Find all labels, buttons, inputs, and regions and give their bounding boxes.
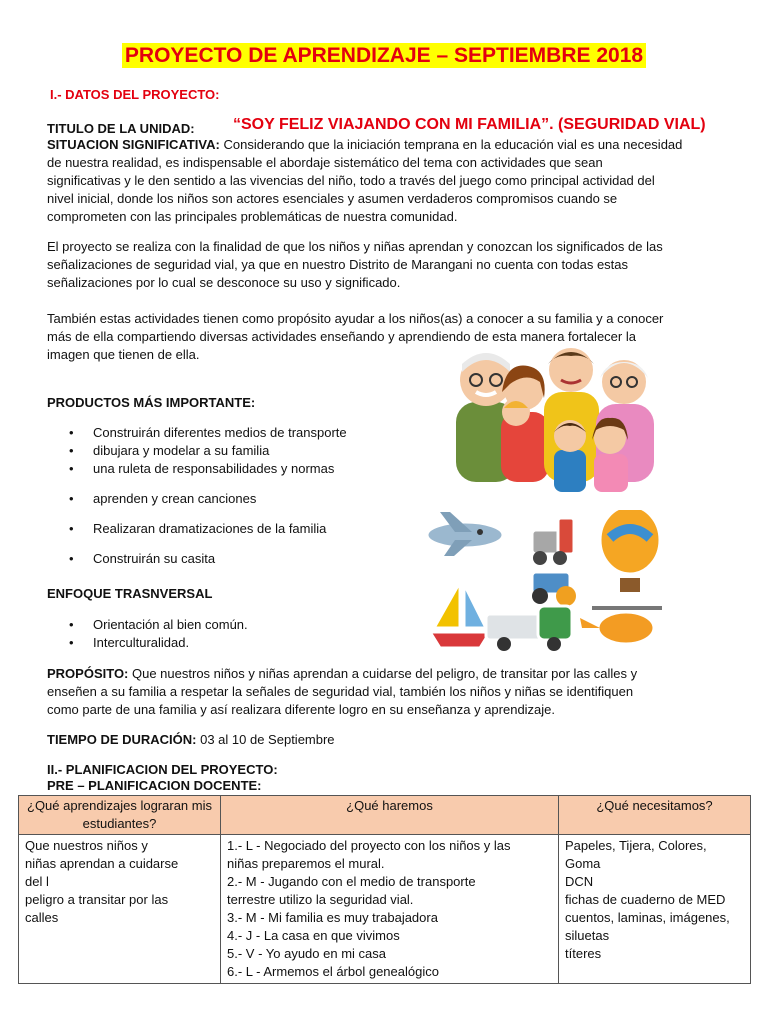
productos-heading: PRODUCTOS MÁS IMPORTANTE:	[47, 395, 256, 410]
paragraph-line: También estas actividades tienen como propósito ayudar a los niños(as) a conocer a su familia y a conocer	[47, 311, 664, 326]
title-text: PROYECTO DE APRENDIZAJE – SEPTIEMBRE 2018	[122, 43, 646, 68]
item-text: Realizaran dramatizaciones de la familia	[93, 521, 327, 536]
item-text: Construirán su casita	[93, 551, 216, 566]
cell-line: peligro a transitar por las	[25, 892, 169, 907]
proposito-first-line: Que nuestros niños y niñas aprendan a cuidarse del peligro, de transitar por las calles y	[128, 666, 638, 681]
list-item	[47, 550, 433, 568]
helicopter-icon	[580, 606, 662, 644]
enfoque-heading: ENFOQUE TRASNVERSAL	[47, 586, 213, 601]
cell-line: 3.- M - Mi familia es muy trabajadora	[227, 910, 438, 925]
list-item	[47, 442, 433, 460]
cell-line: 1.- L - Negociado del proyecto con los niños y las	[227, 838, 511, 853]
list-item	[47, 520, 433, 538]
header-aprendizajes: ¿Qué aprendizajes lograran mis estudiantes?	[19, 796, 221, 835]
bullet-icon: •	[69, 443, 74, 458]
item-text: Orientación al bien común.	[93, 617, 248, 632]
cell-line: DCN	[565, 874, 594, 889]
baby-figure	[502, 398, 530, 426]
cell-line: 4.- J - La casa en que vivimos	[227, 928, 400, 943]
paragraph-line: señalizaciones de seguridad vial, ya que en nuestro Distrito de Marangani no cuenta con todas estas	[47, 257, 629, 272]
header-que-necesitamos: ¿Qué necesitamos?	[559, 796, 751, 835]
list-item	[47, 460, 433, 478]
proposito-paragraph	[47, 665, 757, 719]
proposito-label: PROPÓSITO:	[47, 666, 129, 681]
table-header-row	[19, 796, 751, 835]
hot-air-balloon-icon	[600, 510, 660, 592]
proposito-line: como parte de una familia y así realizara diferente logro en su enseñanza y aprendizaje.	[47, 702, 556, 717]
family-illustration	[436, 342, 676, 492]
section-2-heading: II.- PLANIFICACION DEL PROYECTO:	[47, 762, 278, 777]
situacion-first-line: Considerando que la iniciación temprana en la educación vial es una necesidad	[219, 137, 683, 152]
sailboat-icon	[430, 582, 490, 648]
list-item	[47, 490, 433, 508]
truck-icon	[486, 606, 572, 651]
proposito-line: enseñen a su familia a respetar la señales de seguridad vial, también los niños y niñas se identifiquen	[47, 684, 634, 699]
cell-que-necesitamos	[559, 835, 751, 984]
cell-line: calles	[25, 910, 59, 925]
cell-line: 2.- M - Jugando con el medio de transporte	[227, 874, 476, 889]
cell-line: niñas preparemos el mural.	[227, 856, 385, 871]
document-title	[0, 44, 768, 68]
paragraph-line: señalizaciones por lo cual se desconoce su uso y significado.	[47, 275, 401, 290]
bullet-icon: •	[69, 617, 74, 632]
bullet-icon: •	[69, 521, 74, 536]
mother-figure	[501, 366, 549, 482]
planificacion-table	[18, 795, 751, 984]
cell-line: siluetas	[565, 928, 610, 943]
item-text: Construirán diferentes medios de transporte	[93, 425, 347, 440]
list-item	[47, 616, 433, 634]
list-item	[47, 424, 433, 442]
cell-line: Papeles, Tijera, Colores,	[565, 838, 707, 853]
unit-title: “SOY FELIZ VIAJANDO CON MI FAMILIA”. (SEGURIDAD VIAL)	[233, 116, 706, 133]
train-icon	[532, 518, 574, 565]
bullet-icon: •	[69, 425, 74, 440]
section-1-heading: I.- DATOS DEL PROYECTO:	[50, 87, 220, 102]
situacion-line: nivel inicial, donde los niños son actores esenciales y asumen verdaderos compromisos cuando se	[47, 191, 618, 206]
cell-que-haremos	[221, 835, 559, 984]
situacion-label: SITUACION SIGNIFICATIVA:	[47, 137, 220, 152]
cell-line: del l	[25, 874, 49, 889]
list-item	[47, 634, 433, 652]
pre-planificacion-heading: PRE – PLANIFICACION DOCENTE:	[47, 778, 262, 793]
paragraph-line: El proyecto se realiza con la finalidad de que los niños y niñas aprendan y conozcan los significados de las	[47, 239, 663, 254]
bullet-icon: •	[69, 491, 74, 506]
situacion-line: de nuestra realidad, es indispensable el abordaje sistemático del tema con actividades que sean	[47, 155, 603, 170]
cell-line: terrestre utilizo la seguridad vial.	[227, 892, 414, 907]
item-text: Interculturalidad.	[93, 635, 190, 650]
tiempo-value: 03 al 10 de Septiembre	[196, 732, 335, 747]
item-text: dibujara y modelar a su familia	[93, 443, 270, 458]
cell-line: títeres	[565, 946, 602, 961]
cell-line: cuentos, laminas, imágenes,	[565, 910, 730, 925]
bullet-icon: •	[69, 461, 74, 476]
cell-line: niñas aprendan a cuidarse	[25, 856, 179, 871]
tiempo-label: TIEMPO DE DURACIÓN:	[47, 732, 197, 747]
unit-label: TITULO DE LA UNIDAD:	[47, 121, 195, 136]
tractor-icon	[532, 572, 576, 606]
bullet-icon: •	[69, 635, 74, 650]
header-que-haremos: ¿Qué haremos	[221, 796, 559, 835]
cell-line: fichas de cuaderno de MED	[565, 892, 726, 907]
cell-aprendizajes	[19, 835, 221, 984]
situacion-line: significativas y le den sentido a las vivencias del niño, todo a través del juego como principal actividad del	[47, 173, 655, 188]
cell-line: 6.- L - Armemos el árbol genealógico	[227, 964, 439, 979]
proyecto-paragraph	[47, 238, 747, 292]
item-text: aprenden y crean canciones	[93, 491, 257, 506]
cell-line: Que nuestros niños y	[25, 838, 148, 853]
situacion-paragraph	[47, 136, 747, 226]
tiempo-duracion	[47, 731, 335, 749]
cell-line: 5.- V - Yo ayudo en mi casa	[227, 946, 386, 961]
item-text: una ruleta de responsabilidades y normas	[93, 461, 335, 476]
bullet-icon: •	[69, 551, 74, 566]
airplane-icon	[427, 512, 503, 556]
boy-figure	[554, 420, 586, 492]
transport-illustrations	[420, 510, 700, 660]
cell-line: Goma	[565, 856, 601, 871]
table-row	[19, 835, 751, 984]
paragraph-line: imagen que tienen de ella.	[47, 347, 200, 362]
situacion-line: comprometen con las principales problemáticas de nuestra comunidad.	[47, 209, 458, 224]
paragraph-line: más de ella compartiendo diversas actividades enseñando y aprendiendo de esta manera fortalecer la	[47, 329, 636, 344]
